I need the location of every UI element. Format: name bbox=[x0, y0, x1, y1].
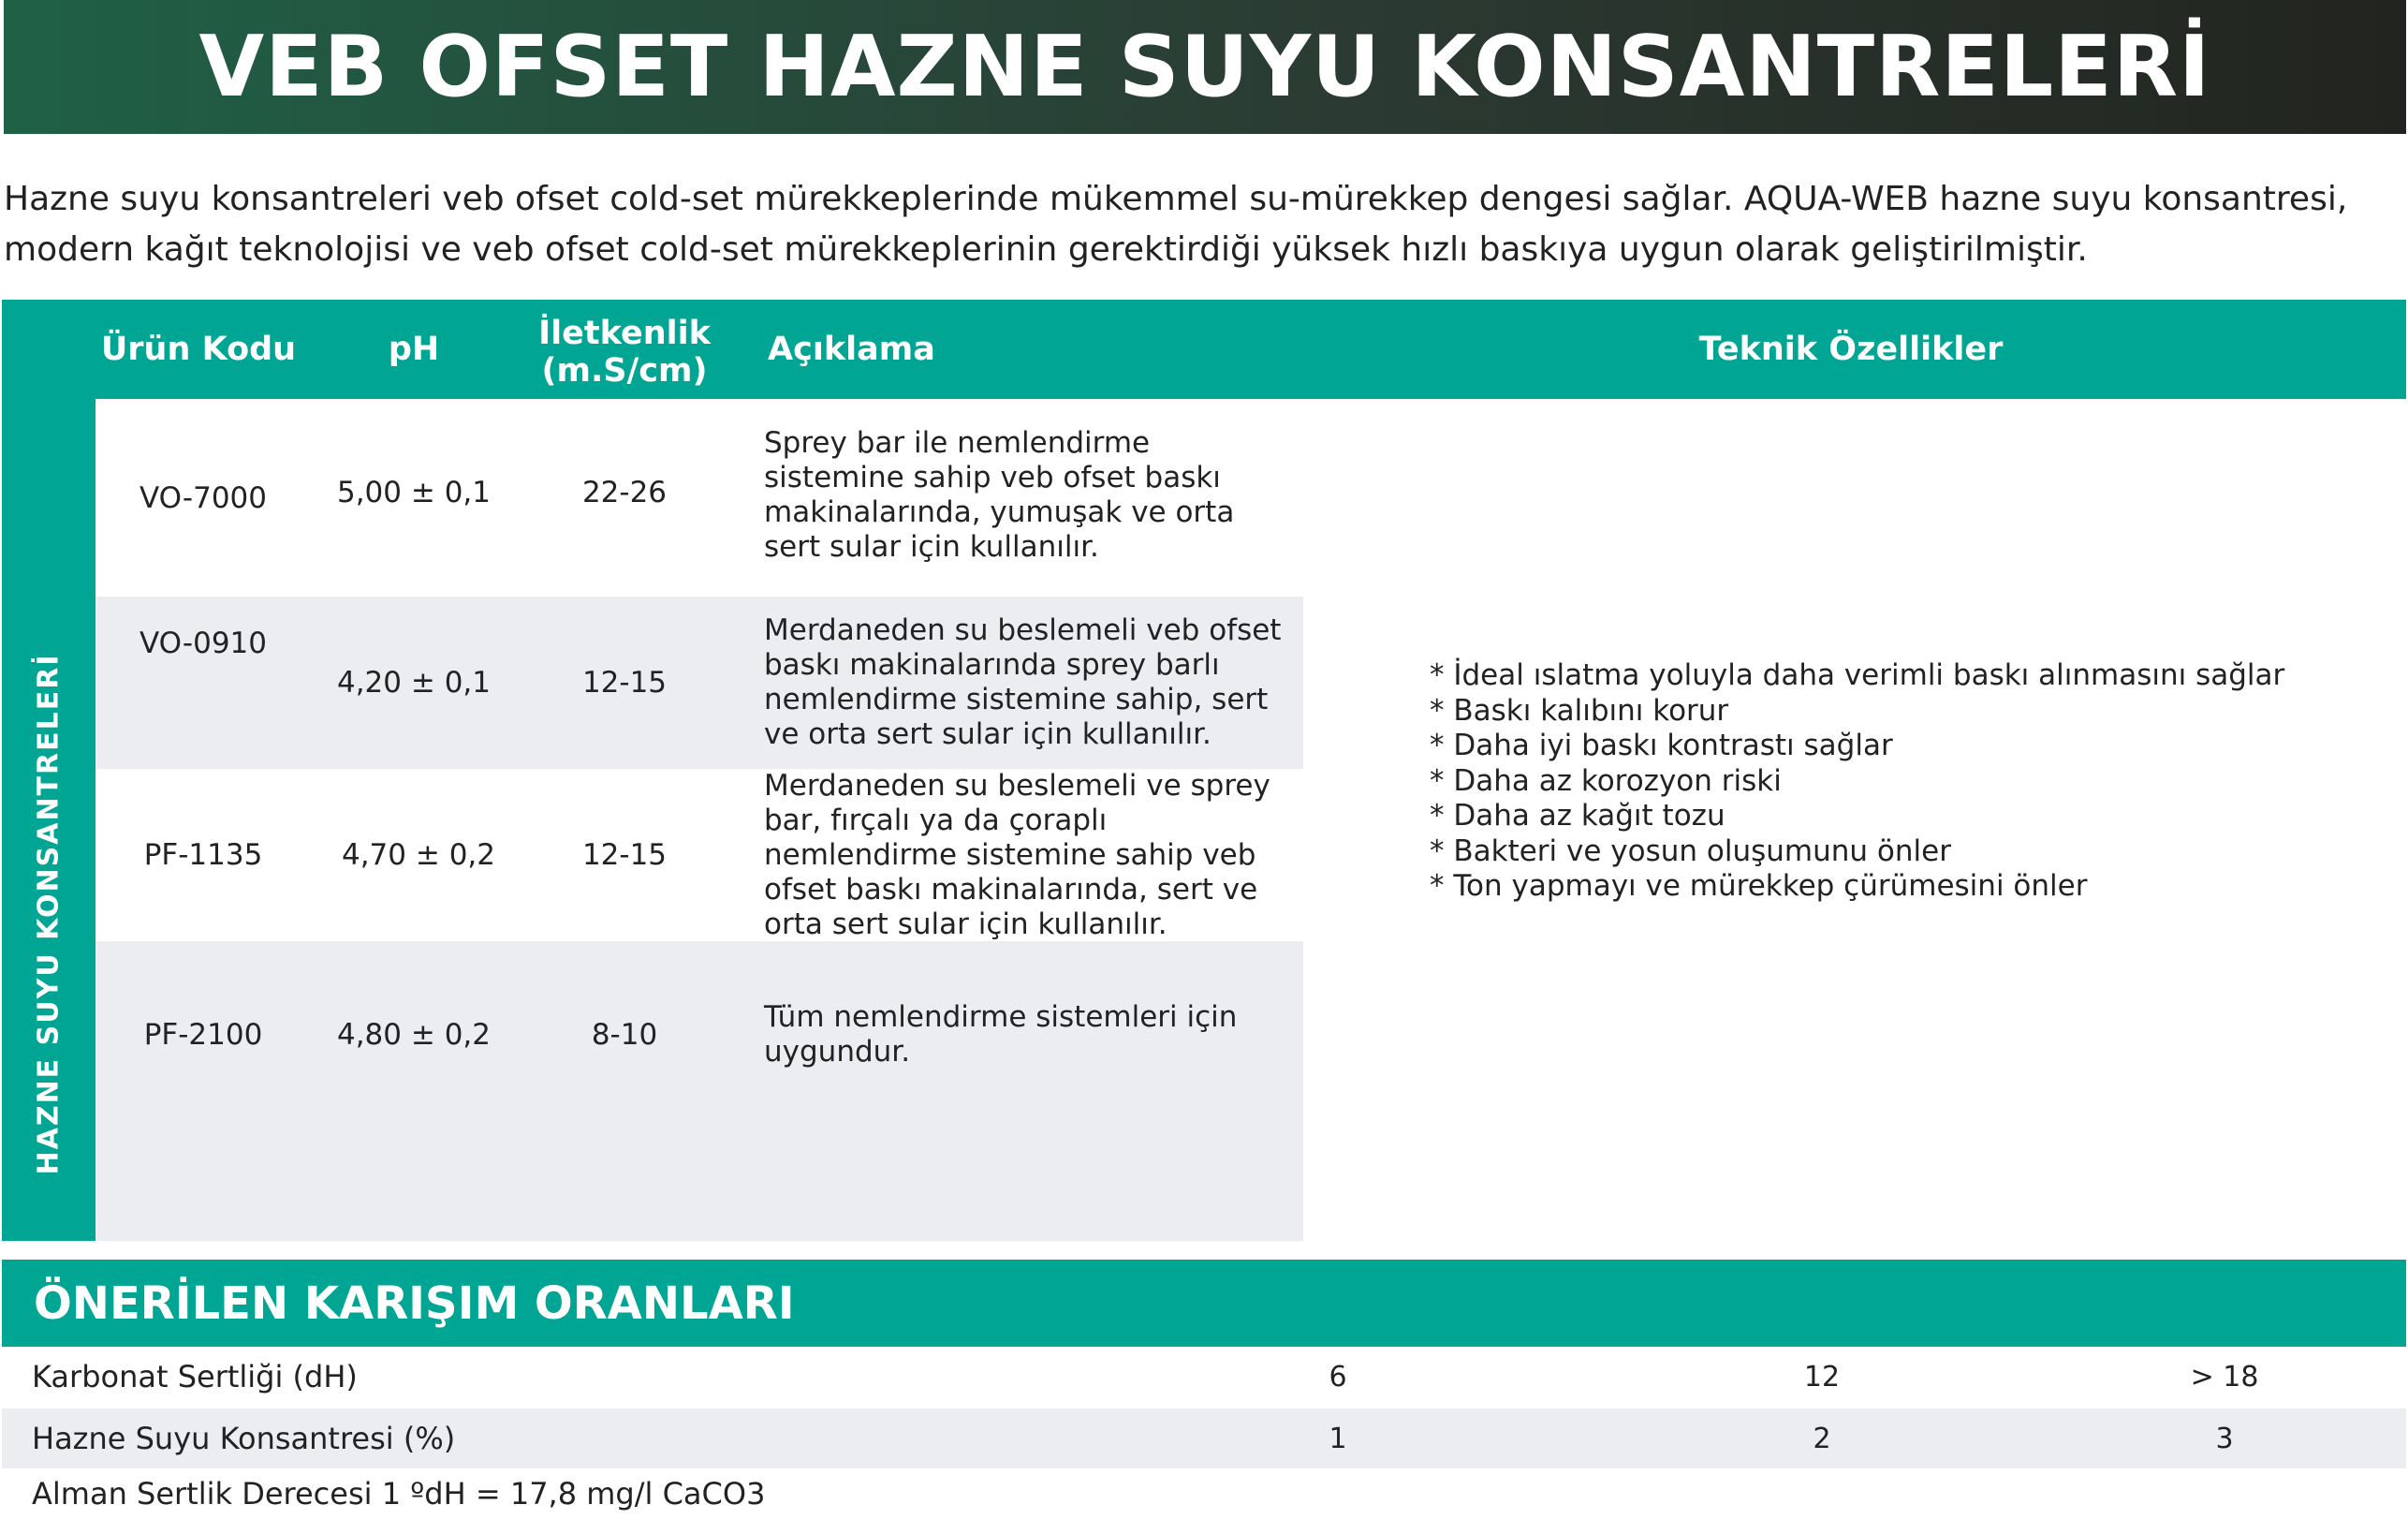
header-conductivity bbox=[521, 305, 727, 399]
cell-ph: 4,80 ± 0,2 bbox=[336, 1018, 491, 1052]
header-description: Açıklama bbox=[768, 331, 935, 368]
cell-conductivity: 12-15 bbox=[581, 666, 668, 700]
page-title: VEB OFSET HAZNE SUYU KONSANTRELERİ bbox=[198, 18, 2211, 116]
cell-ph: 5,00 ± 0,1 bbox=[336, 476, 491, 509]
feature-item: * Daha az kağıt tozu bbox=[1430, 799, 1725, 833]
cell-conductivity: 8-10 bbox=[591, 1018, 658, 1052]
feature-item: * İdeal ıslatma yoluyla daha verimli baskı alınmasını sağlar bbox=[1430, 658, 2285, 692]
cell-description: Tüm nemlendirme sistemleri için uygundur. bbox=[764, 1000, 1238, 1069]
hardness-footnote: Alman Sertlik Derecesi 1 ºdH = 17,8 mg/l CaCO3 bbox=[32, 1476, 766, 1512]
intro-line-2: modern kağıt teknolojisi ve veb ofset cold-set mürekkeplerinin gerektirdiği yüksek hızlı baskıya uygun olarak geliştirilmiştir. bbox=[4, 230, 2088, 269]
cell-description: Merdaneden su beslemeli veb ofset baskı makinalarında sprey barlı nemlendirme sistemine sahip, sert ve orta sert sular için kullanılır. bbox=[764, 613, 1282, 751]
mix-label: Hazne Suyu Konsantresi (%) bbox=[32, 1421, 456, 1456]
mix-section-header bbox=[2, 1260, 2406, 1347]
header-conductivity-line2: (m.S/cm) bbox=[541, 352, 708, 390]
mix-label: Karbonat Sertliği (dH) bbox=[32, 1359, 358, 1394]
mix-value: 1 bbox=[1329, 1422, 1347, 1455]
feature-item: * Daha az korozyon riski bbox=[1430, 763, 1782, 798]
cell-code: VO-0910 bbox=[139, 627, 267, 660]
product-table bbox=[2, 300, 2406, 1241]
technical-features-list bbox=[1430, 658, 2284, 905]
header-features: Teknik Özellikler bbox=[1698, 331, 2004, 368]
cell-conductivity: 12-15 bbox=[581, 838, 668, 872]
cell-code: PF-2100 bbox=[143, 1018, 263, 1052]
feature-item: * Daha iyi baskı kontrastı sağlar bbox=[1430, 729, 1893, 762]
mix-value: 2 bbox=[1813, 1422, 1831, 1455]
mix-value: > 18 bbox=[2190, 1360, 2259, 1394]
cell-code: VO-7000 bbox=[139, 480, 267, 515]
mix-value: 3 bbox=[2215, 1422, 2234, 1455]
mix-value: 12 bbox=[1803, 1360, 1841, 1394]
header-ph: pH bbox=[388, 331, 440, 368]
cell-ph: 4,70 ± 0,2 bbox=[341, 838, 495, 872]
mix-row-concentrate bbox=[2, 1409, 2406, 1468]
cell-description: Sprey bar ile nemlendirme sistemine sahip veb ofset baskı makinalarında, yumuşak ve orta sert sular için kullanılır. bbox=[764, 426, 1235, 564]
intro-line-1: Hazne suyu konsantreleri veb ofset cold-set mürekkeplerinde mükemmel su-mürekkep dengesi sağlar. AQUA-WEB hazne suyu konsantresi, bbox=[4, 180, 2348, 218]
header-code: Ürün Kodu bbox=[100, 331, 297, 368]
side-band bbox=[2, 399, 95, 1241]
mix-title: ÖNERİLEN KARIŞIM ORANLARI bbox=[34, 1276, 795, 1330]
cell-ph: 4,20 ± 0,1 bbox=[336, 666, 491, 700]
feature-item: * Baskı kalıbını korur bbox=[1430, 693, 1729, 728]
header-conductivity-line1: İletkenlik bbox=[538, 315, 711, 352]
mix-row-hardness bbox=[2, 1347, 2406, 1407]
feature-item: * Bakteri ve yosun oluşumunu önler bbox=[1430, 833, 1951, 868]
cell-description: Merdaneden su beslemeli ve sprey bar, fırçalı ya da çoraplı nemlendirme sistemine sahip veb ofset baskı makinalarında, sert ve orta sert sular için kullanılır. bbox=[764, 768, 1270, 941]
cell-conductivity: 22-26 bbox=[581, 476, 668, 509]
side-label: HAZNE SUYU KONSANTRELERİ bbox=[32, 653, 66, 1175]
title-banner bbox=[4, 0, 2406, 134]
cell-code: PF-1135 bbox=[143, 838, 263, 872]
mix-value: 6 bbox=[1329, 1360, 1347, 1394]
intro-text bbox=[4, 174, 2382, 275]
feature-item: * Ton yapmayı ve mürekkep çürümesini önler bbox=[1430, 869, 2088, 903]
